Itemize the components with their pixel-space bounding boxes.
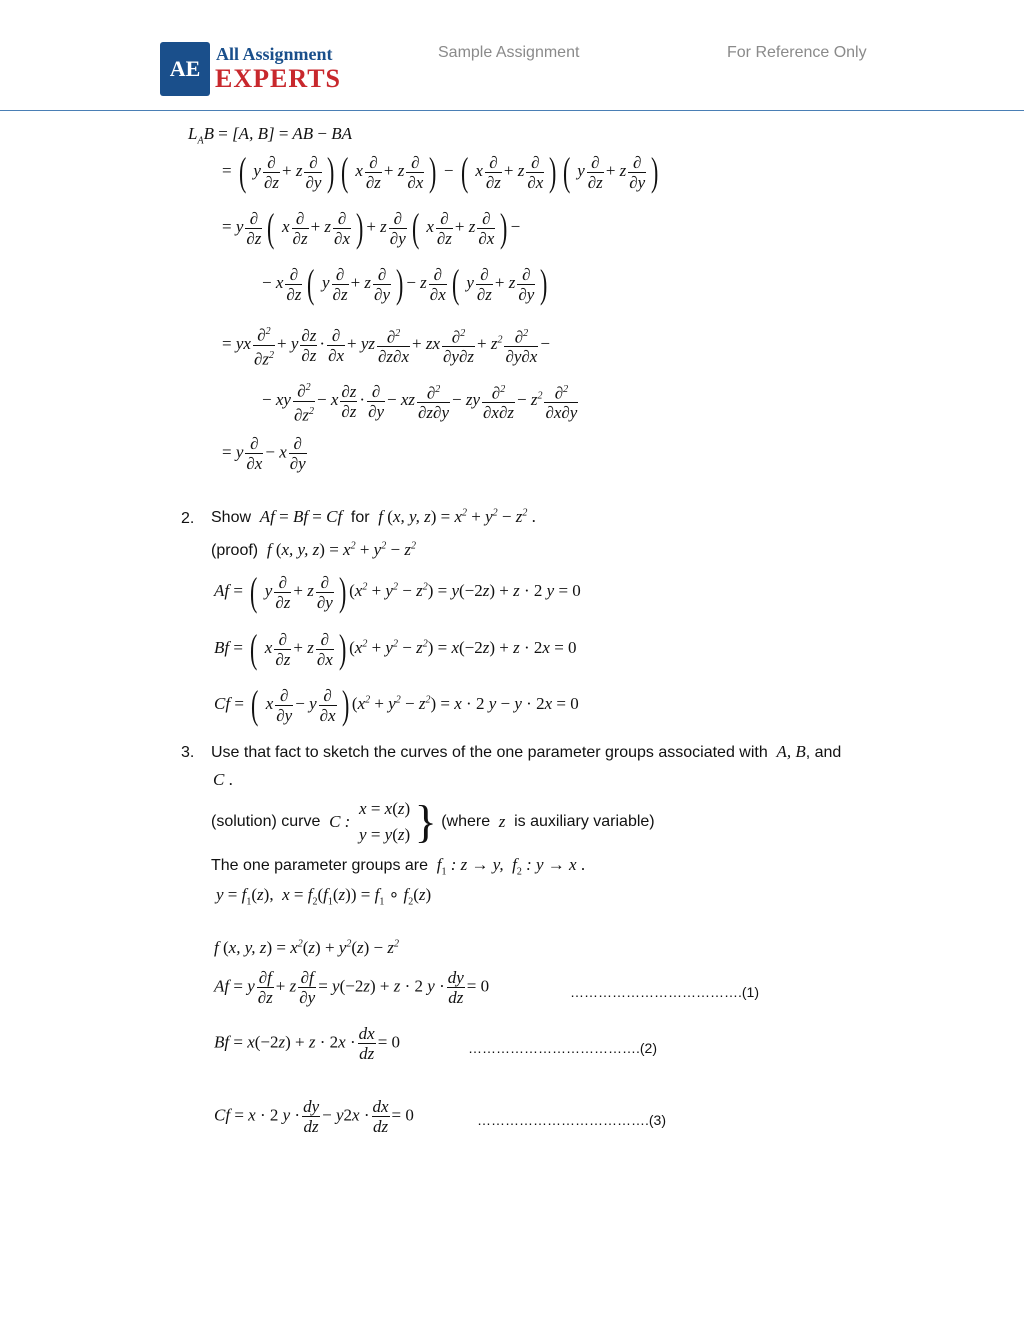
q3-auxiliary: is auxiliary variable) xyxy=(514,813,655,830)
eq-bf: Bf = ( x $\frac{\partial}{\partial z}$ + z $\frac{\partial}{\partial x}$ ) $(x^2 + y^2 - z^2) = x(-2z) + z \cdot 2x = 0$ xyxy=(214,626,577,671)
eq-line-5: − xy $\frac{\partial^2}{\partial z^2}$ − x $\frac{\partial z}{\partial z}$ · $\frac{\partial}{\partial y}$ − xz $\frac{\partial^2}{\partial z\partial y}$ − zy $\frac{\partial^2}{\partial x\partial z}$ − $z^2$ $\frac{\partial^2}{\partial x\partial y}$ xyxy=(262,378,580,424)
eq-bf-param: Bf = x(−2z) + z · 2x · $\frac{dx}{dz}$ = 0 xyxy=(214,1024,401,1063)
eq-f-param: f (x, y, $z) = x^2(z) + y^2(z) - z^2$ xyxy=(214,938,399,957)
q2-show-word: Show xyxy=(211,509,252,526)
eq-tag-2: ……………………………….(2) xyxy=(468,1040,657,1056)
eq-line-3: − x $\frac{\partial}{\partial z}$ ( y $\frac{\partial}{\partial z}$ + z $\frac{\partial}{\partial y}$ ) − z $\frac{\partial}{\partial x}$ ( y $\frac{\partial}{\partial z}$ + z $\frac{\partial}{\partial y}$ ) xyxy=(262,261,548,306)
right-brace: } xyxy=(414,796,437,847)
logo-mark: AE xyxy=(160,42,210,96)
q2-proof-line: (proof) f (x, y, $z) = x^2 + y^2 - z^2$ xyxy=(211,540,416,559)
header-center-text: Sample Assignment xyxy=(438,44,580,61)
eq-line-6: = y $\frac{\partial}{\partial x}$ − x $\frac{\partial}{\partial y}$ xyxy=(222,434,306,473)
eq-tag-1: ……………………………….(1) xyxy=(570,984,759,1000)
eq-line-1: = ( y $\frac{\partial}{\partial z}$ + z $\frac{\partial}{\partial y}$ ) ( x $\frac{\partial}{\partial z}$ + z $\frac{\partial}{\partial x}$ ) − ( x $\frac{\partial}{\partial z}$ + z $\frac{\partial}{\partial x}$ ) ( y $\frac{\partial}{\partial z}$ + z $\frac{\partial}{\partial y}$ ) xyxy=(222,149,659,194)
eq-composition: $y = f_1(z)$, $x = f_2(f_1(z)) = f_1$ ∘ $f_2(z)$ xyxy=(216,885,432,908)
q3-solution-label: (solution) curve xyxy=(211,813,321,830)
q3-text: Use that fact to sketch the curves of the one parameter groups associated with xyxy=(211,744,768,761)
curve-system: x = x(z) y = y(z) xyxy=(359,799,411,844)
q3-and: , and xyxy=(805,744,842,761)
eq-af: Af = ( y $\frac{\partial}{\partial z}$ + z $\frac{\partial}{\partial y}$ ) $(x^2 + y^2 - z^2) = y(-2z) + z \cdot 2$ y = 0 xyxy=(214,569,581,614)
eq-cf: Cf = ( x $\frac{\partial}{\partial y}$ − y $\frac{\partial}{\partial x}$ ) $(x^2 + y^2 - z^2) = x \cdot 2$ y − y · 2x = 0 xyxy=(214,682,579,727)
q3-groups-line: The one parameter groups are $f_1$ : z → y, $f_2$ : y → x . xyxy=(211,855,586,878)
eq-cf-param: Cf = x · 2 y · $\frac{dy}{dz}$ − y2x · $\frac{dx}{dz}$ = 0 xyxy=(214,1097,414,1136)
q3-solution: (solution) curve C : x = x(z) y = y(z) } (where z is auxiliary variable) xyxy=(211,796,655,847)
q3-statement xyxy=(211,742,841,762)
eq-af-param: Af = y $\frac{\partial f}{\partial z}$ + z $\frac{\partial f}{\partial y}$ = y(−2z) + z · 2 y · $\frac{dy}{dz}$ = 0 xyxy=(214,968,490,1007)
q3-c: C . xyxy=(213,770,233,789)
q2-for-word: for xyxy=(350,509,370,526)
eq-line-2: = y $\frac{\partial}{\partial z}$ ( x $\frac{\partial}{\partial z}$ + z $\frac{\partial}{\partial x}$ ) + z $\frac{\partial}{\partial y}$ ( x $\frac{\partial}{\partial z}$ + z $\frac{\partial}{\partial x}$ ) − xyxy=(222,205,521,250)
q2-number: 2. xyxy=(181,510,195,527)
header-right-text: For Reference Only xyxy=(727,44,867,61)
q3-number: 3. xyxy=(181,744,195,761)
eq-line-4: = yx $\frac{\partial^2}{\partial z^2}$ + y $\frac{\partial z}{\partial z}$ · $\frac{\partial}{\partial x}$ + yz $\frac{\partial^2}{\partial z\partial x}$ + zx $\frac{\partial^2}{\partial y\partial z}$ + $z^2$ $\frac{\partial^2}{\partial y\partial x}$ − xyxy=(222,322,550,368)
logo-text-top: All Assignment xyxy=(216,44,333,64)
q2-function: f (x, y, $z) = x^2 + y^2 - z^2$ . xyxy=(374,507,536,526)
q3-ab: A, B xyxy=(772,742,806,761)
q2-equality: Af = Bf = Cf xyxy=(255,507,347,526)
header-divider xyxy=(0,110,1024,111)
q3-where: (where xyxy=(441,813,491,830)
eq-tag-3: ……………………………….(3) xyxy=(477,1112,666,1128)
q2-statement xyxy=(211,507,536,527)
q3-groups-text: The one parameter groups are xyxy=(211,857,429,874)
logo-text-bottom: EXPERTS xyxy=(215,64,342,93)
eq-commutator: $L_AB = [A$, B] = AB − BA xyxy=(188,124,352,147)
q2-proof-label: (proof) xyxy=(211,542,259,559)
